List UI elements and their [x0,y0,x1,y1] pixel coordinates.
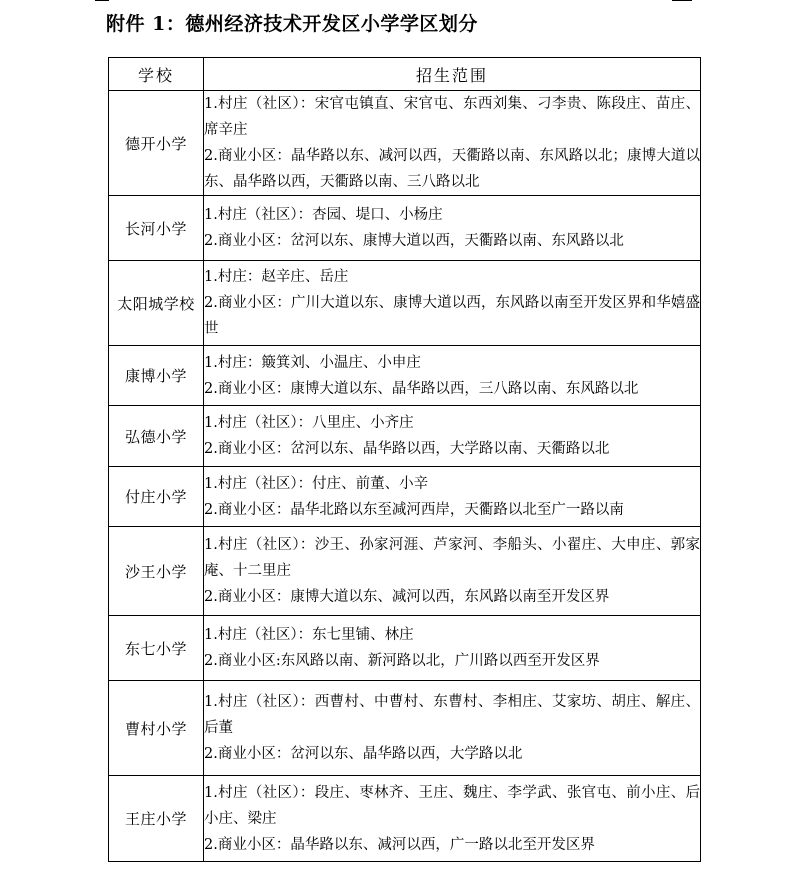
commercial-scope: 2.商业小区：晶华路以东、减河以西，广一路以北至开发区界 [204,836,595,853]
school-name: 曹村小学 [109,681,204,776]
enrollment-scope [204,776,701,862]
village-scope: 1.村庄（社区）：沙王、孙家河涯、芦家河、李船头、小翟庄、大申庄、郭家庵、十二里庄 [204,537,700,579]
commercial-scope: 2.商业小区:东风路以南、新河路以北，广川路以西至开发区界 [204,653,600,669]
enrollment-scope [204,527,701,616]
commercial-scope: 2.商业小区：岔河以东、晶华路以西，大学路以北 [204,746,523,762]
village-scope: 1.村庄：赵辛庄、岳庄 [204,269,349,285]
village-scope: 1.村庄（社区）：杏园、堤口、小杨庄 [204,207,443,223]
school-name: 长河小学 [109,196,204,261]
header-school: 学校 [109,58,204,91]
school-name: 德开小学 [109,91,204,196]
school-name: 沙王小学 [109,527,204,616]
table-row [109,467,701,527]
school-name: 王庄小学 [109,776,204,862]
commercial-scope: 2.商业小区：广川大道以东、康博大道以西，东风路以南至开发区界和华嬉盛世 [204,295,700,337]
table-row [109,346,701,406]
commercial-scope: 2.商业小区：晶华路以东、减河以西，天衢路以南、东风路以北；康博大道以东、晶华路以西，天衢路以南、三八路以北 [204,148,700,190]
table-row [109,261,701,346]
table-row [109,776,701,862]
school-name: 康博小学 [109,346,204,406]
village-scope: 1.村庄（社区）：八里庄、小齐庄 [204,415,414,431]
enrollment-scope [204,467,701,527]
commercial-scope: 2.商业小区：晶华北路以东至减河西岸，天衢路以北至广一路以南 [204,501,624,518]
commercial-scope: 2.商业小区：岔河以东、晶华路以西，大学路以南、天衢路以北 [204,441,610,457]
enrollment-scope [204,91,701,196]
commercial-scope: 2.商业小区：康博大道以东、减河以西，东风路以南至开发区界 [204,589,610,605]
table-row [109,527,701,616]
commercial-scope: 2.商业小区：康博大道以东、晶华路以西，三八路以南、东风路以北 [204,380,639,397]
enrollment-scope [204,406,701,467]
village-scope: 1.村庄（社区）：段庄、枣林齐、王庄、魏庄、李学武、张官屯、前小庄、后小庄、梁庄 [204,784,700,827]
table-row [109,406,701,467]
document-title: 附件 1：德州经济技术开发区小学学区划分 [106,13,478,35]
table-row [109,91,701,196]
school-name: 东七小学 [109,616,204,681]
enrollment-scope [204,346,701,406]
school-district-table [108,57,701,862]
school-name: 付庄小学 [109,467,204,527]
village-scope: 1.村庄（社区）：东七里铺、林庄 [204,627,414,643]
header-enrollment-scope: 招生范围 [204,58,701,91]
enrollment-scope [204,616,701,681]
table-row [109,616,701,681]
commercial-scope: 2.商业小区：岔河以东、康博大道以西，天衢路以南、东风路以北 [204,233,624,249]
village-scope: 1.村庄（社区）：宋官屯镇直、宋官屯、东西刘集、刁李贵、陈段庄、苗庄、席辛庄 [204,96,700,138]
village-scope: 1.村庄（社区）：付庄、前董、小辛 [204,475,429,492]
enrollment-scope [204,681,701,776]
table-row [109,196,701,261]
table-header-row [109,58,701,91]
school-name: 弘德小学 [109,406,204,467]
top-rule-right [672,0,692,1]
school-name: 太阳城学校 [109,261,204,346]
village-scope: 1.村庄（社区）：西曹村、中曹村、东曹村、李相庄、艾家坊、胡庄、解庄、后董 [204,694,700,736]
enrollment-scope [204,196,701,261]
enrollment-scope [204,261,701,346]
table-row [109,681,701,776]
village-scope: 1.村庄：簸箕刘、小温庄、小申庄 [204,354,421,371]
top-rule-left [95,0,109,1]
